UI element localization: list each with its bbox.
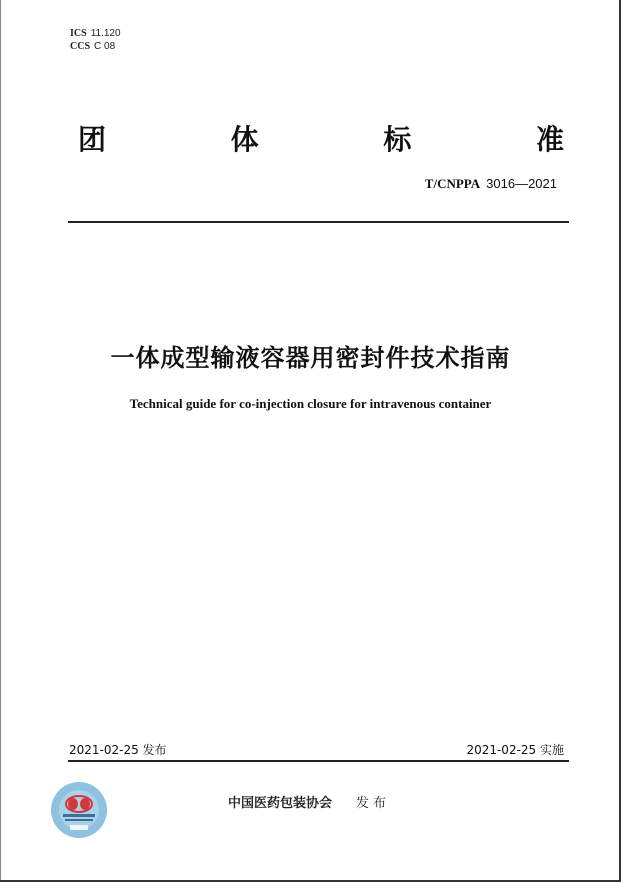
association-seal-icon — [46, 780, 112, 840]
title-english: Technical guide for co-injection closure for intravenous container — [129, 396, 492, 411]
doc-type-char: 准 — [535, 123, 564, 156]
implementation-date: 2021-02-25 实施 — [466, 743, 564, 757]
top-divider — [68, 221, 569, 223]
publisher-action: 发布 — [356, 796, 391, 811]
doc-type-char: 体 — [230, 123, 259, 156]
bottom-divider — [68, 760, 569, 762]
title-chinese: 一体成型输液容器用密封件技术指南 — [110, 344, 511, 372]
ics-code-line: ICS 11.120 — [70, 28, 121, 39]
document-type-heading — [78, 118, 564, 158]
standard-number: T/CNPPA 3016—2021 — [424, 176, 557, 191]
classification-codes — [70, 27, 121, 53]
publisher — [228, 792, 390, 811]
publisher-name: 中国医药包装协会 — [228, 796, 333, 811]
doc-type-char: 团 — [78, 123, 107, 156]
issue-date: 2021-02-25 发布 — [69, 743, 167, 757]
ccs-code-line: CCS C 08 — [70, 41, 116, 52]
doc-type-char: 标 — [383, 123, 412, 156]
scan-edge-left — [0, 0, 1, 882]
